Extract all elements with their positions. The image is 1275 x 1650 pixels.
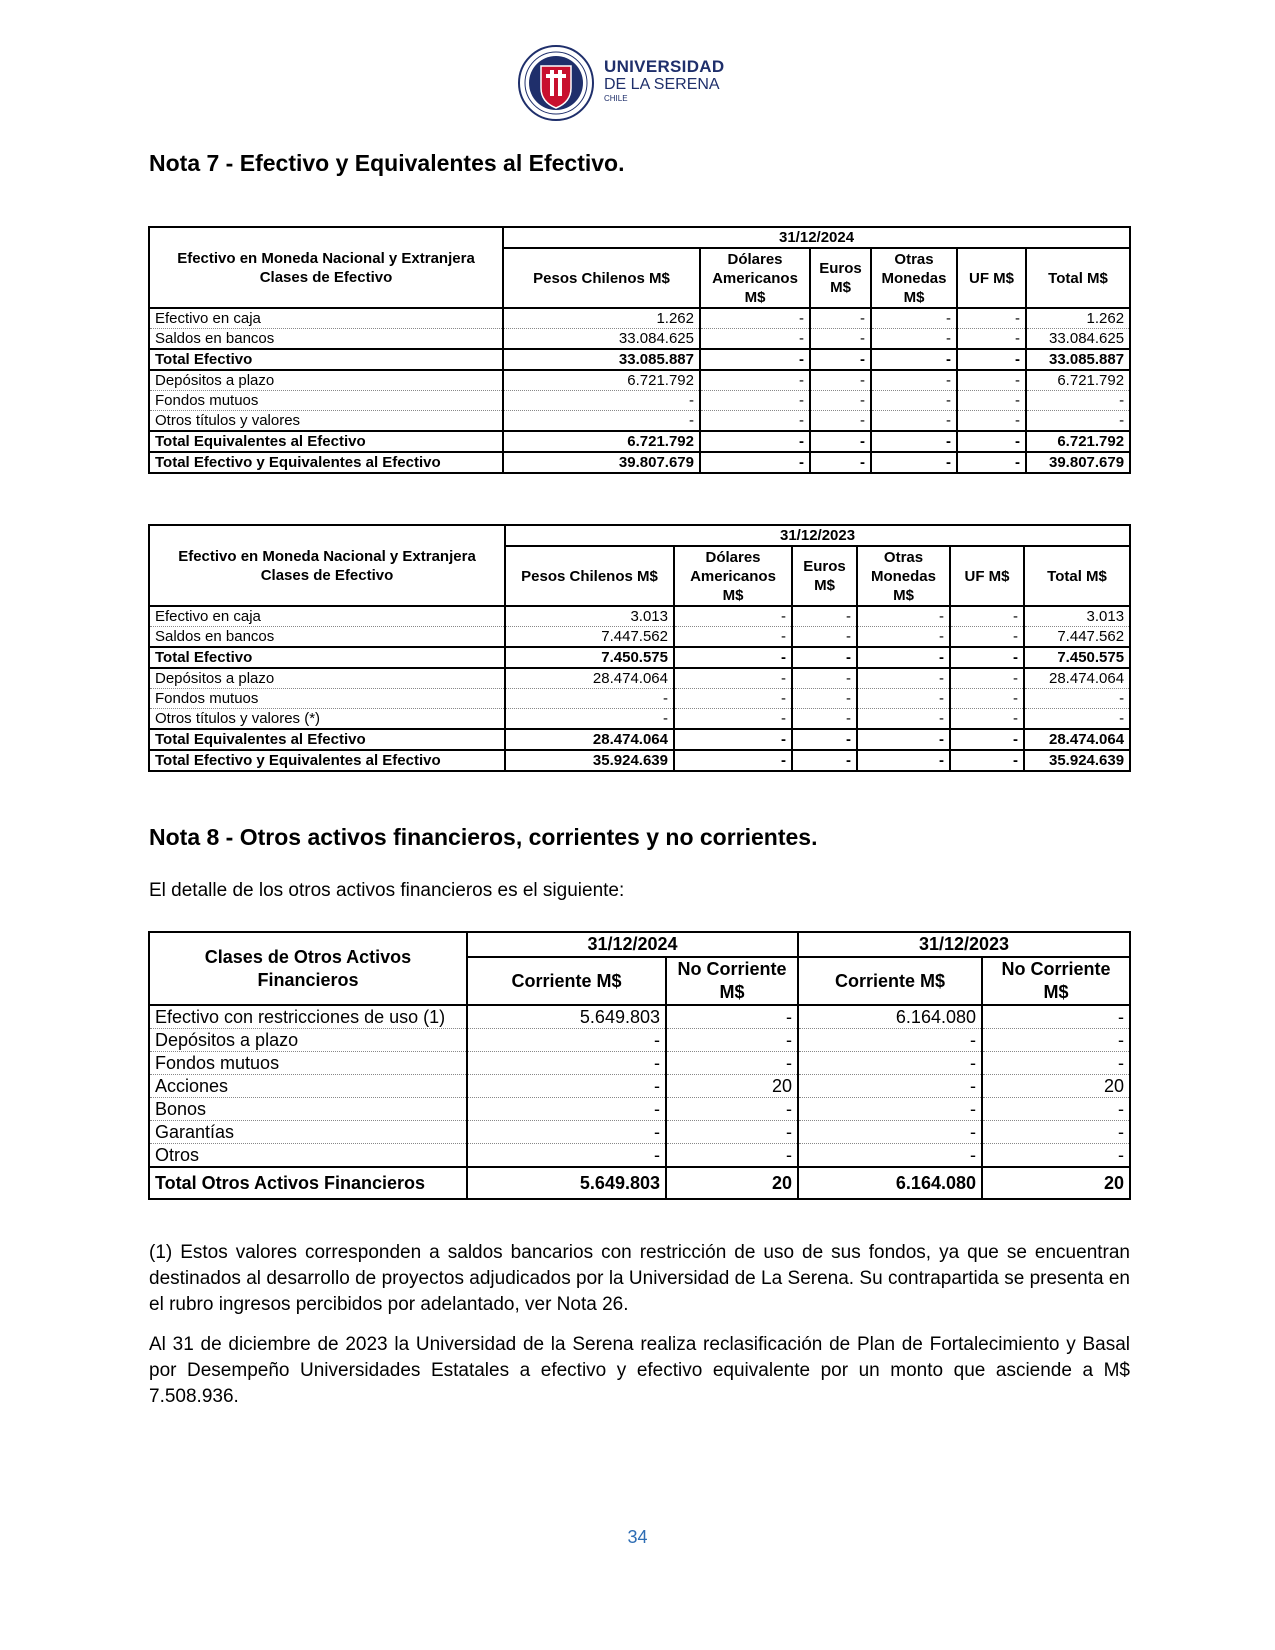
cell: -: [857, 668, 950, 689]
row-label: Total Efectivo: [149, 647, 505, 668]
table-row: [149, 1144, 1130, 1168]
cell: -: [957, 431, 1026, 452]
cell: 7.447.562: [505, 627, 674, 648]
cell: -: [957, 370, 1026, 391]
cell: -: [957, 329, 1026, 350]
cell: -: [982, 1052, 1130, 1075]
row-label: Total Otros Activos Financieros: [149, 1167, 467, 1199]
table-row: [149, 1075, 1130, 1098]
cell: -: [700, 431, 810, 452]
cell: -: [700, 391, 810, 411]
table-row: [149, 1098, 1130, 1121]
cell: -: [700, 349, 810, 370]
label-header: Clases de Otros Activos Financieros: [149, 932, 467, 1005]
cell: -: [982, 1029, 1130, 1052]
cell: -: [674, 729, 792, 750]
cell: 33.084.625: [1026, 329, 1130, 350]
row-label: Total Equivalentes al Efectivo: [149, 729, 505, 750]
cell: -: [700, 370, 810, 391]
cell: -: [950, 709, 1024, 730]
cell: 7.450.575: [505, 647, 674, 668]
row-label: Fondos mutuos: [149, 391, 503, 411]
reclassification-paragraph: Al 31 de diciembre de 2023 la Universidad de la Serena realiza reclasificación de Plan de Fortalecimiento y Basal por Desempeño Universidades Estatales a efectivo y efectivo equivalente por un monto que asciende a M$ 7.508.936.: [149, 1334, 1130, 1407]
cell: -: [792, 606, 857, 627]
cell: 33.085.887: [1026, 349, 1130, 370]
cell: -: [792, 627, 857, 648]
cell: 7.450.575: [1024, 647, 1130, 668]
cell: 35.924.639: [1024, 750, 1130, 771]
cell: -: [674, 689, 792, 709]
cell: 1.262: [503, 308, 700, 329]
table-row: [149, 308, 1130, 329]
cell: -: [666, 1144, 798, 1168]
cell: -: [950, 627, 1024, 648]
cell: 28.474.064: [1024, 668, 1130, 689]
cell: -: [950, 689, 1024, 709]
row-label: Bonos: [149, 1098, 467, 1121]
table-row: [149, 1121, 1130, 1144]
table-row-total: [149, 431, 1130, 452]
cell: -: [792, 647, 857, 668]
cell: -: [957, 391, 1026, 411]
row-label: Otros títulos y valores: [149, 411, 503, 432]
cell: -: [950, 729, 1024, 750]
col-header: Corriente M$: [798, 957, 982, 1005]
col-header: Euros M$: [810, 248, 871, 308]
row-label: Total Equivalentes al Efectivo: [149, 431, 503, 452]
cell: -: [871, 431, 957, 452]
cell: -: [810, 452, 871, 473]
table-row: [149, 689, 1130, 709]
cell: -: [857, 689, 950, 709]
cell: -: [467, 1075, 666, 1098]
col-header: UF M$: [950, 546, 1024, 606]
cell: -: [871, 308, 957, 329]
cell: 39.807.679: [1026, 452, 1130, 473]
table-row: [149, 329, 1130, 350]
cell: -: [666, 1005, 798, 1029]
cell: 20: [982, 1167, 1130, 1199]
row-label: Efectivo en caja: [149, 606, 505, 627]
cell: 6.721.792: [1026, 431, 1130, 452]
cell: -: [857, 709, 950, 730]
col-header: Otras Monedas M$: [857, 546, 950, 606]
col-header: Dólares Americanos M$: [674, 546, 792, 606]
cell: -: [505, 689, 674, 709]
cell: -: [792, 729, 857, 750]
cell: -: [666, 1029, 798, 1052]
col-header: Euros M$: [792, 546, 857, 606]
row-label: Otros: [149, 1144, 467, 1168]
row-label: Fondos mutuos: [149, 689, 505, 709]
cell: -: [982, 1121, 1130, 1144]
cell: 5.649.803: [467, 1005, 666, 1029]
table-row: [149, 606, 1130, 627]
cell: 33.084.625: [503, 329, 700, 350]
date-header: 31/12/2024: [503, 227, 1130, 248]
cell: -: [505, 709, 674, 730]
cell: -: [857, 606, 950, 627]
nota8-intro: El detalle de los otros activos financieros es el siguiente:: [149, 880, 625, 901]
cell: 39.807.679: [503, 452, 700, 473]
table-row-total: [149, 1167, 1130, 1199]
cell: -: [798, 1029, 982, 1052]
cell: -: [666, 1121, 798, 1144]
cell: 35.924.639: [505, 750, 674, 771]
table-row: [149, 627, 1130, 648]
table-row-total: [149, 647, 1130, 668]
cell: 6.721.792: [503, 431, 700, 452]
table-row: [149, 370, 1130, 391]
cell: -: [467, 1052, 666, 1075]
cell: -: [857, 729, 950, 750]
cell: -: [982, 1144, 1130, 1168]
cell: -: [792, 709, 857, 730]
cell: -: [810, 391, 871, 411]
logo-line-2: DE LA SERENA: [604, 76, 720, 93]
col-header: No Corriente M$: [666, 957, 798, 1005]
cell: 6.721.792: [503, 370, 700, 391]
cash-table-2023: [148, 524, 1131, 772]
cell: -: [467, 1144, 666, 1168]
table-row: [149, 1052, 1130, 1075]
cell: 3.013: [1024, 606, 1130, 627]
date-header: 31/12/2023: [798, 932, 1130, 957]
cell: -: [674, 750, 792, 771]
cell: -: [798, 1121, 982, 1144]
cell: -: [792, 750, 857, 771]
row-label: Fondos mutuos: [149, 1052, 467, 1075]
cell: -: [700, 308, 810, 329]
cell: -: [950, 668, 1024, 689]
cell: -: [871, 329, 957, 350]
table-row: [149, 391, 1130, 411]
cell: -: [700, 329, 810, 350]
page-number: 34: [627, 1527, 648, 1547]
cell: -: [871, 391, 957, 411]
cell: -: [503, 391, 700, 411]
date-header: 31/12/2023: [505, 525, 1130, 546]
row-label: Total Efectivo: [149, 349, 503, 370]
row-label: Saldos en bancos: [149, 329, 503, 350]
cell: -: [467, 1098, 666, 1121]
cell: -: [810, 308, 871, 329]
cell: -: [857, 627, 950, 648]
cell: -: [700, 411, 810, 432]
cell: -: [792, 689, 857, 709]
cell: -: [674, 709, 792, 730]
cell: -: [957, 349, 1026, 370]
label-header: Efectivo en Moneda Nacional y Extranjera Clases de Efectivo: [149, 525, 505, 606]
university-logo: [517, 44, 725, 122]
cell: -: [871, 452, 957, 473]
table-row-grand-total: [149, 452, 1130, 473]
cell: -: [666, 1052, 798, 1075]
cell: -: [957, 308, 1026, 329]
cell: -: [700, 452, 810, 473]
cell: -: [674, 627, 792, 648]
col-header: Total M$: [1024, 546, 1130, 606]
col-header: No Corriente M$: [982, 957, 1130, 1005]
cell: -: [810, 370, 871, 391]
cell: 20: [666, 1167, 798, 1199]
other-financial-assets-table: [148, 931, 1131, 1200]
cell: -: [810, 329, 871, 350]
cell: 6.164.080: [798, 1005, 982, 1029]
cell: -: [503, 411, 700, 432]
col-header: Pesos Chilenos M$: [505, 546, 674, 606]
col-header: Total M$: [1026, 248, 1130, 308]
cell: -: [467, 1121, 666, 1144]
table-row: [149, 1005, 1130, 1029]
nota7-title: Nota 7 - Efectivo y Equivalentes al Efectivo.: [149, 150, 625, 176]
cell: -: [666, 1098, 798, 1121]
cell: -: [871, 370, 957, 391]
row-label: Garantías: [149, 1121, 467, 1144]
row-label: Depósitos a plazo: [149, 370, 503, 391]
cell: -: [798, 1144, 982, 1168]
cell: -: [810, 349, 871, 370]
cell: -: [950, 750, 1024, 771]
table-row: [149, 668, 1130, 689]
table-row-total: [149, 349, 1130, 370]
cell: 6.721.792: [1026, 370, 1130, 391]
col-header: UF M$: [957, 248, 1026, 308]
label-header: Efectivo en Moneda Nacional y Extranjera Clases de Efectivo: [149, 227, 503, 308]
logo-line-3: CHILE: [604, 94, 628, 103]
cell: -: [871, 411, 957, 432]
cell: -: [857, 750, 950, 771]
cell: -: [674, 606, 792, 627]
cell: 1.262: [1026, 308, 1130, 329]
row-label: Saldos en bancos: [149, 627, 505, 648]
cell: -: [798, 1098, 982, 1121]
cell: -: [1026, 411, 1130, 432]
cell: -: [798, 1075, 982, 1098]
cell: -: [674, 647, 792, 668]
cell: -: [950, 606, 1024, 627]
cell: 28.474.064: [1024, 729, 1130, 750]
cell: -: [1026, 391, 1130, 411]
col-header: Corriente M$: [467, 957, 666, 1005]
cell: 33.085.887: [503, 349, 700, 370]
cell: -: [957, 452, 1026, 473]
date-header: 31/12/2024: [467, 932, 798, 957]
cash-table-2024: [148, 226, 1131, 474]
cell: 28.474.064: [505, 668, 674, 689]
cell: 20: [982, 1075, 1130, 1098]
cell: 6.164.080: [798, 1167, 982, 1199]
row-label: Depósitos a plazo: [149, 1029, 467, 1052]
row-label: Efectivo con restricciones de uso (1): [149, 1005, 467, 1029]
cell: -: [810, 431, 871, 452]
row-label: Total Efectivo y Equivalentes al Efectivo: [149, 750, 505, 771]
cell: 3.013: [505, 606, 674, 627]
table-row: [149, 1029, 1130, 1052]
col-header: Dólares Americanos M$: [700, 248, 810, 308]
col-header: Otras Monedas M$: [871, 248, 957, 308]
row-label: Acciones: [149, 1075, 467, 1098]
table-row-grand-total: [149, 750, 1130, 771]
cell: -: [1024, 689, 1130, 709]
cell: -: [674, 668, 792, 689]
cell: -: [950, 647, 1024, 668]
cell: -: [982, 1005, 1130, 1029]
cell: -: [957, 411, 1026, 432]
row-label: Total Efectivo y Equivalentes al Efectivo: [149, 452, 503, 473]
cell: -: [982, 1098, 1130, 1121]
row-label: Otros títulos y valores (*): [149, 709, 505, 730]
cell: -: [792, 668, 857, 689]
cell: 20: [666, 1075, 798, 1098]
table-row: [149, 709, 1130, 730]
footnote: (1) Estos valores corresponden a saldos bancarios con restricción de uso de sus fondos, ya que se encuentran destinados al desarrollo de proyectos adjudicados por la Universidad de La Serena. Su contrapartida se presenta en el rubro ingresos percibidos por adelantado, ver Nota 26.: [149, 1242, 1130, 1315]
cell: -: [467, 1029, 666, 1052]
row-label: Depósitos a plazo: [149, 668, 505, 689]
cell: 5.649.803: [467, 1167, 666, 1199]
cell: 7.447.562: [1024, 627, 1130, 648]
cell: -: [871, 349, 957, 370]
cell: -: [1024, 709, 1130, 730]
col-header: Pesos Chilenos M$: [503, 248, 700, 308]
row-label: Efectivo en caja: [149, 308, 503, 329]
cell: -: [810, 411, 871, 432]
university-seal-icon: [517, 44, 597, 122]
nota8-title: Nota 8 - Otros activos financieros, corrientes y no corrientes.: [149, 824, 818, 850]
logo-line-1: UNIVERSIDAD: [604, 57, 725, 76]
table-row-total: [149, 729, 1130, 750]
cell: -: [857, 647, 950, 668]
table-row: [149, 411, 1130, 432]
cell: -: [798, 1052, 982, 1075]
cell: 28.474.064: [505, 729, 674, 750]
